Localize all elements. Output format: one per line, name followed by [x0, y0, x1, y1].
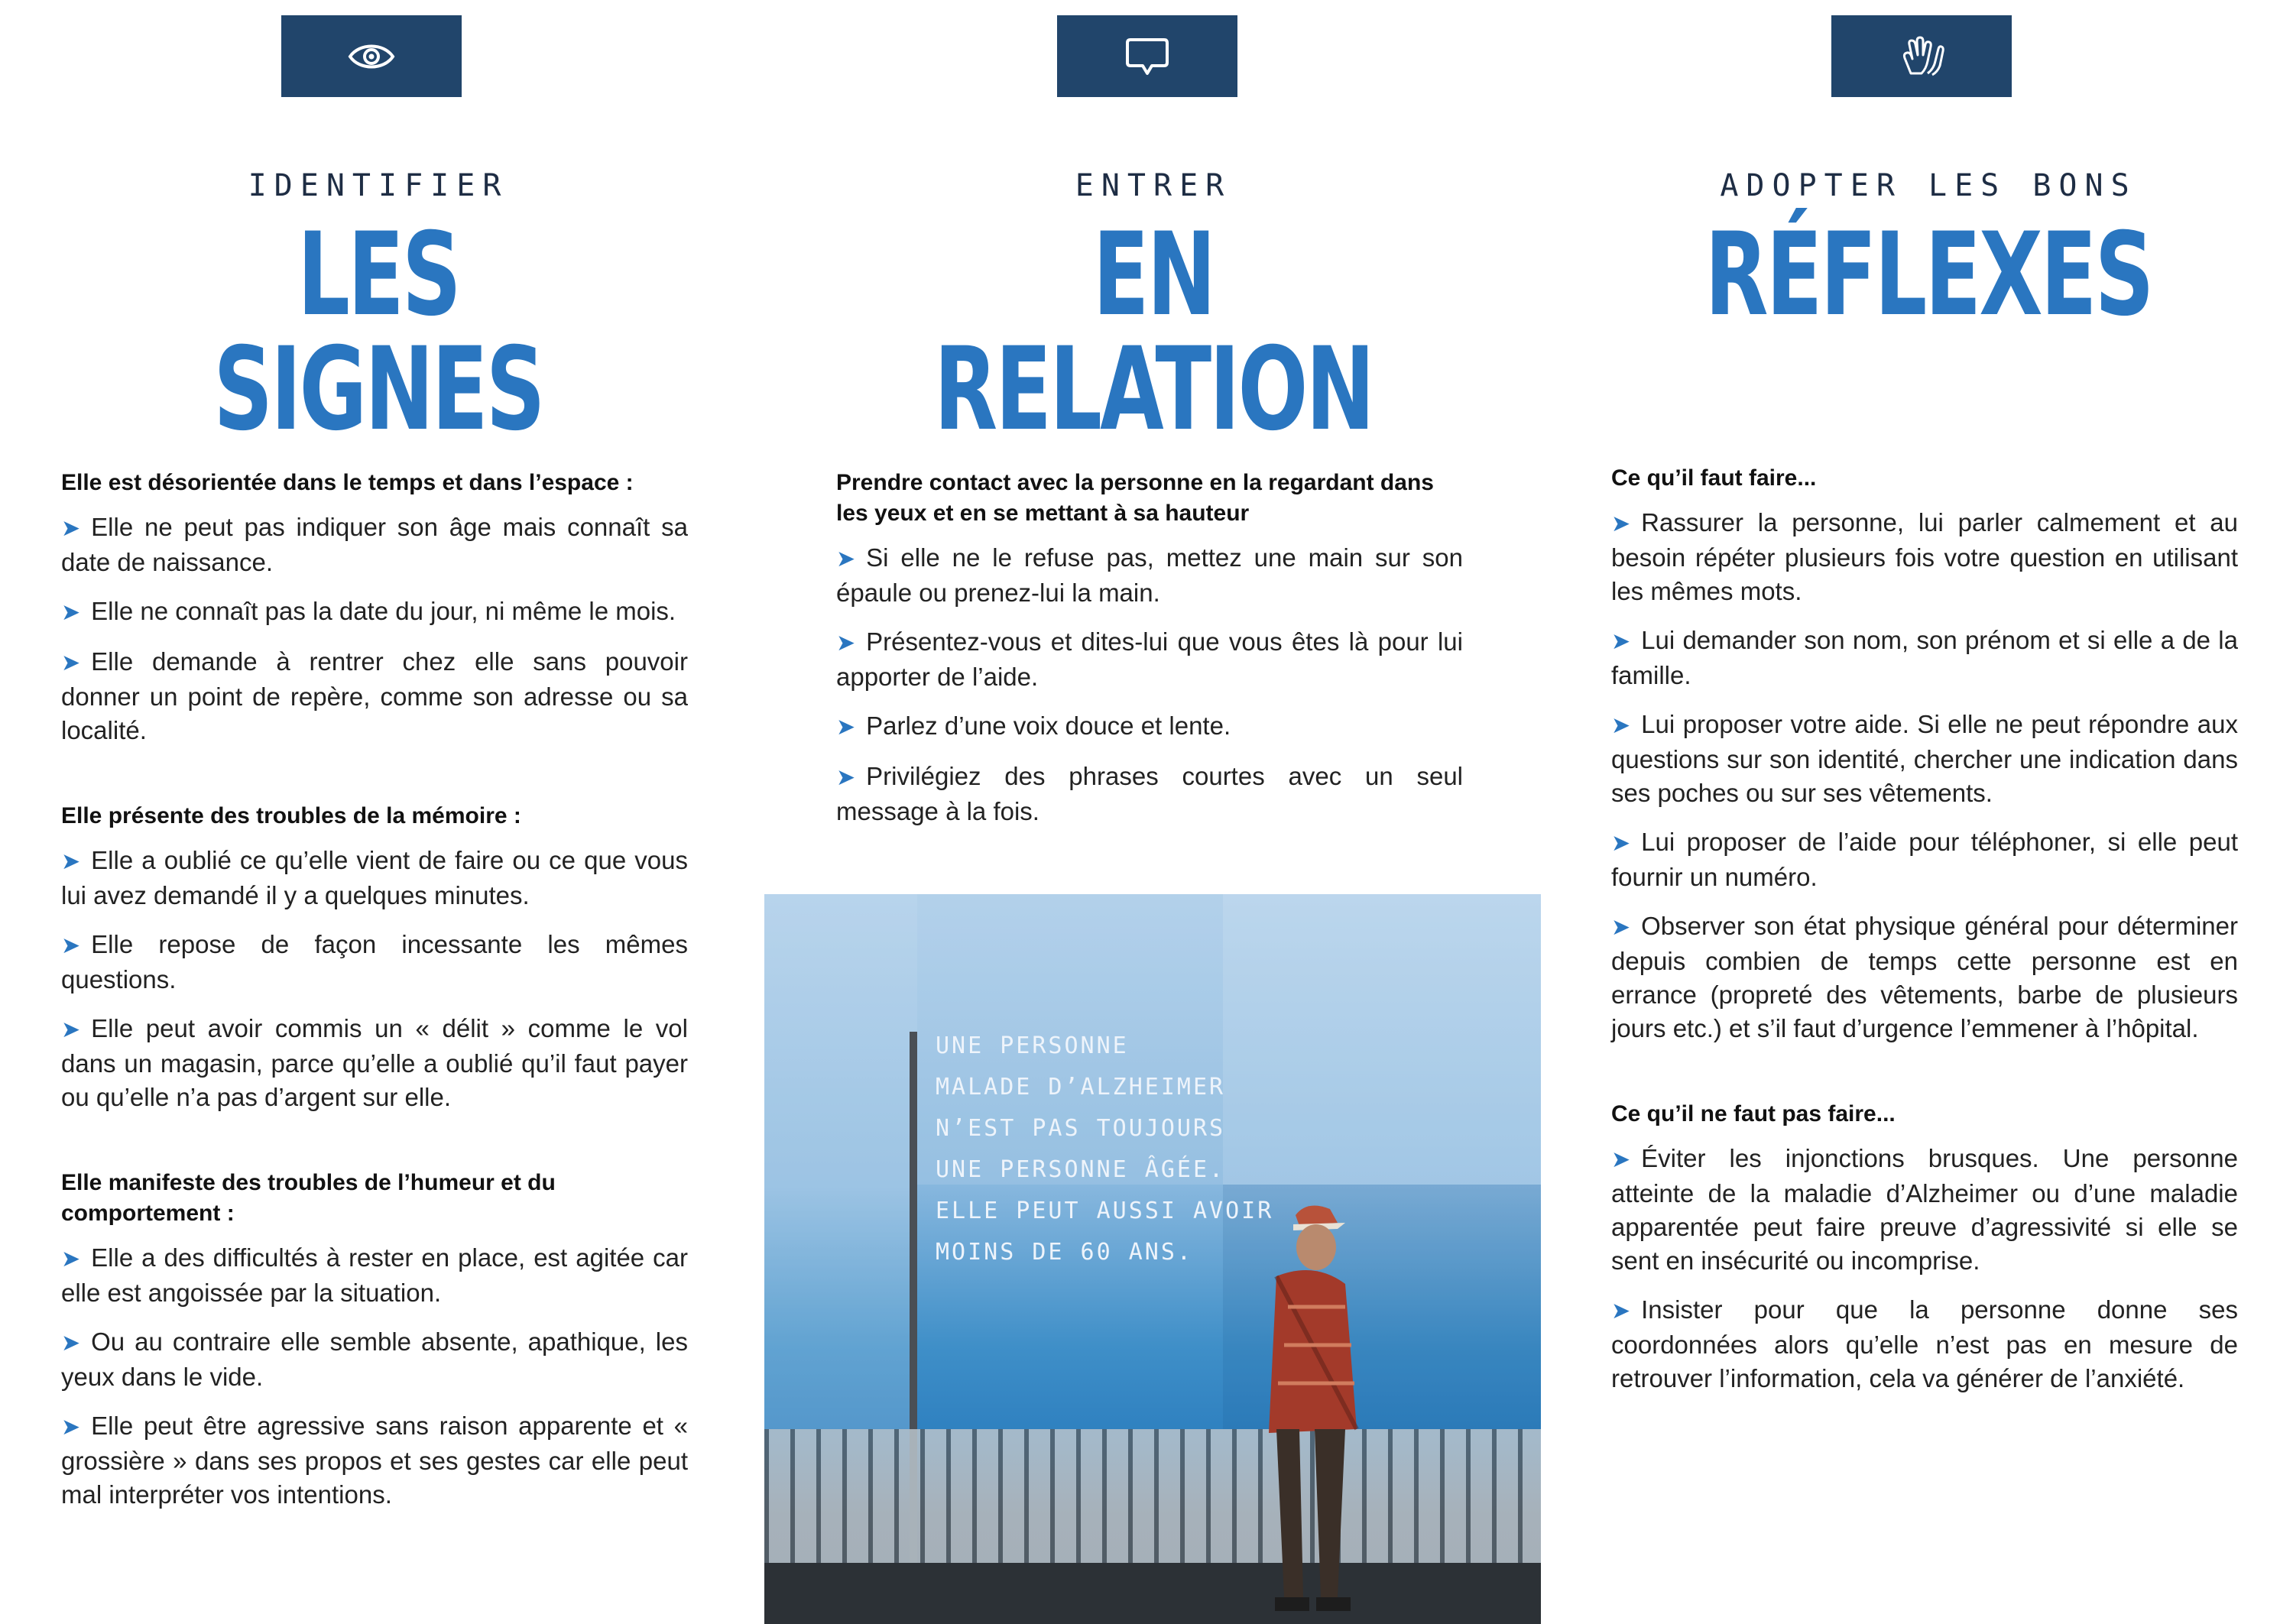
arrow-bullet-icon: ➤	[1611, 511, 1631, 536]
list-item: ➤ Privilégiez des phrases courtes avec un seul message à la fois.	[836, 762, 1463, 825]
list-item: ➤ Lui demander son nom, son prénom et si elle a de la famille.	[1611, 626, 2238, 689]
section-kicker: ADOPTER LES BONS	[1720, 168, 2137, 203]
list-item: ➤ Rassurer la personne, lui parler calmement et au besoin répéter plusieurs fois votre question en utilisant les mêmes mots.	[1611, 508, 2238, 605]
list-item: ➤ Si elle ne le refuse pas, mettez une main sur son épaule ou prenez-lui la main.	[836, 543, 1463, 607]
arrow-bullet-icon: ➤	[1611, 713, 1631, 738]
arrow-bullet-icon: ➤	[1611, 1147, 1631, 1172]
column-identifier	[61, 0, 696, 1621]
section-headline: EN RELATION	[934, 209, 1373, 456]
arrow-bullet-icon: ➤	[61, 1415, 81, 1440]
list-item: ➤ Elle ne connaît pas la date du jour, ni même le mois.	[61, 595, 688, 630]
arrow-bullet-icon: ➤	[1611, 629, 1631, 654]
eye-icon	[347, 35, 396, 78]
column-content	[1611, 463, 2238, 1449]
list-item: ➤ Elle repose de façon incessante les mêmes questions.	[61, 930, 688, 994]
column-reflexes	[1611, 0, 2246, 1621]
section-title: Ce qu’il faut faire...	[1611, 465, 1817, 491]
list-item: ➤ Parlez d’une voix douce et lente.	[836, 709, 1463, 744]
section-headline: LES SIGNES	[213, 209, 543, 456]
section-title: Elle manifeste des troubles de l’humeur et du comportement :	[61, 1170, 556, 1226]
arrow-bullet-icon: ➤	[61, 1331, 81, 1356]
list-item: ➤ Observer son état physique général pour déterminer depuis combien de temps cette personne est en errance (propreté des vêtements, barbe de plusieurs jours etc.) et s’il faut d’urgence l’emmener à l’hôpital.	[1611, 912, 2238, 1042]
icon-box	[1831, 15, 2012, 97]
arrow-bullet-icon: ➤	[61, 1246, 81, 1272]
list-item: ➤ Insister pour que la personne donne ses coordonnées alors qu’elle n’est pas en mesure de retrouver l’information, cela va générer de l’anxiété.	[1611, 1295, 2238, 1392]
list-item: ➤ Éviter les injonctions brusques. Une personne atteinte de la maladie d’Alzheimer ou d’une maladie apparentée peut faire preuve d’agressivité si elle se sent en insécurité ou incomprise.	[1611, 1144, 2238, 1275]
arrow-bullet-icon: ➤	[61, 849, 81, 874]
list-item: ➤ Lui proposer votre aide. Si elle ne peut répondre aux questions sur son identité, chercher une indication dans ses poches ou sur ses vêtements.	[1611, 710, 2238, 807]
arrow-bullet-icon: ➤	[61, 516, 81, 541]
arrow-bullet-icon: ➤	[836, 630, 856, 656]
sidewalk	[764, 1563, 1541, 1624]
speech-bubble-icon	[1123, 35, 1172, 78]
list-item: ➤ Elle peut avoir commis un « délit » comme le vol dans un magasin, parce qu’elle a oublié qu’il faut payer ou qu’elle n’a pas d’argent sur elle.	[61, 1014, 688, 1111]
list-item: ➤ Elle a oublié ce qu’elle vient de faire ou ce que vous lui avez demandé il y a quelques minutes.	[61, 846, 688, 909]
section-title: Elle présente des troubles de la mémoire :	[61, 803, 521, 828]
poster-caption: UNE PERSONNE MALADE D’ALZHEIMER N’EST PAS TOUJOURS UNE PERSONNE ÂGÉE. ELLE PEUT AUSSI AVOIR MOINS DE 60 ANS.	[936, 1032, 1274, 1266]
icon-box	[1057, 15, 1237, 97]
list-item: ➤ Ou au contraire elle semble absente, apathique, les yeux dans le vide.	[61, 1327, 688, 1391]
section-memory	[61, 801, 688, 1114]
arrow-bullet-icon: ➤	[836, 765, 856, 790]
arrow-bullet-icon: ➤	[61, 933, 81, 958]
section-contact	[836, 468, 1463, 828]
list-item: ➤ Elle a des difficultés à rester en place, est agitée car elle est angoissée par la situation.	[61, 1243, 688, 1307]
section-dont	[1611, 1099, 2238, 1395]
column-content	[61, 468, 688, 1565]
arrow-bullet-icon: ➤	[1611, 915, 1631, 940]
list-item: ➤ Elle ne peut pas indiquer son âge mais connaît sa date de naissance.	[61, 513, 688, 576]
poster-photo	[764, 894, 1541, 1624]
list-item: ➤ Présentez-vous et dites-lui que vous êtes là pour lui apporter de l’aide.	[836, 627, 1463, 691]
section-title: Elle est désorientée dans le temps et dans l’espace :	[61, 470, 634, 495]
section-title: Ce qu’il ne faut pas faire...	[1611, 1101, 1896, 1126]
section-title: Prendre contact avec la personne en la regardant dans les yeux et en se mettant à sa hauteur	[836, 470, 1434, 526]
section-kicker: IDENTIFIER	[248, 168, 509, 203]
fence	[764, 1429, 1541, 1563]
arrow-bullet-icon: ➤	[61, 650, 81, 676]
list-item: ➤ Elle peut être agressive sans raison apparente et « grossière » dans ses propos et ses gestes car elle peut mal interpréter vos intentions.	[61, 1412, 688, 1509]
arrow-bullet-icon: ➤	[61, 1017, 81, 1042]
arrow-bullet-icon: ➤	[61, 600, 81, 625]
arrow-bullet-icon: ➤	[836, 546, 856, 572]
list-item: ➤ Lui proposer de l’aide pour téléphoner, si elle peut fournir un numéro.	[1611, 828, 2238, 891]
section-do	[1611, 463, 2238, 1045]
arrow-bullet-icon: ➤	[836, 715, 856, 740]
arrow-bullet-icon: ➤	[1611, 831, 1631, 856]
arrow-bullet-icon: ➤	[1611, 1298, 1631, 1324]
column-content	[836, 468, 1463, 882]
section-mood	[61, 1168, 688, 1512]
icon-box	[281, 15, 462, 97]
hands-icon	[1897, 35, 1946, 78]
section-headline: RÉFLEXES	[1704, 209, 2152, 342]
section-kicker: ENTRER	[1075, 168, 1232, 203]
list-item: ➤ Elle demande à rentrer chez elle sans pouvoir donner un point de repère, comme son adresse ou sa localité.	[61, 647, 688, 744]
section-disorientation	[61, 468, 688, 747]
